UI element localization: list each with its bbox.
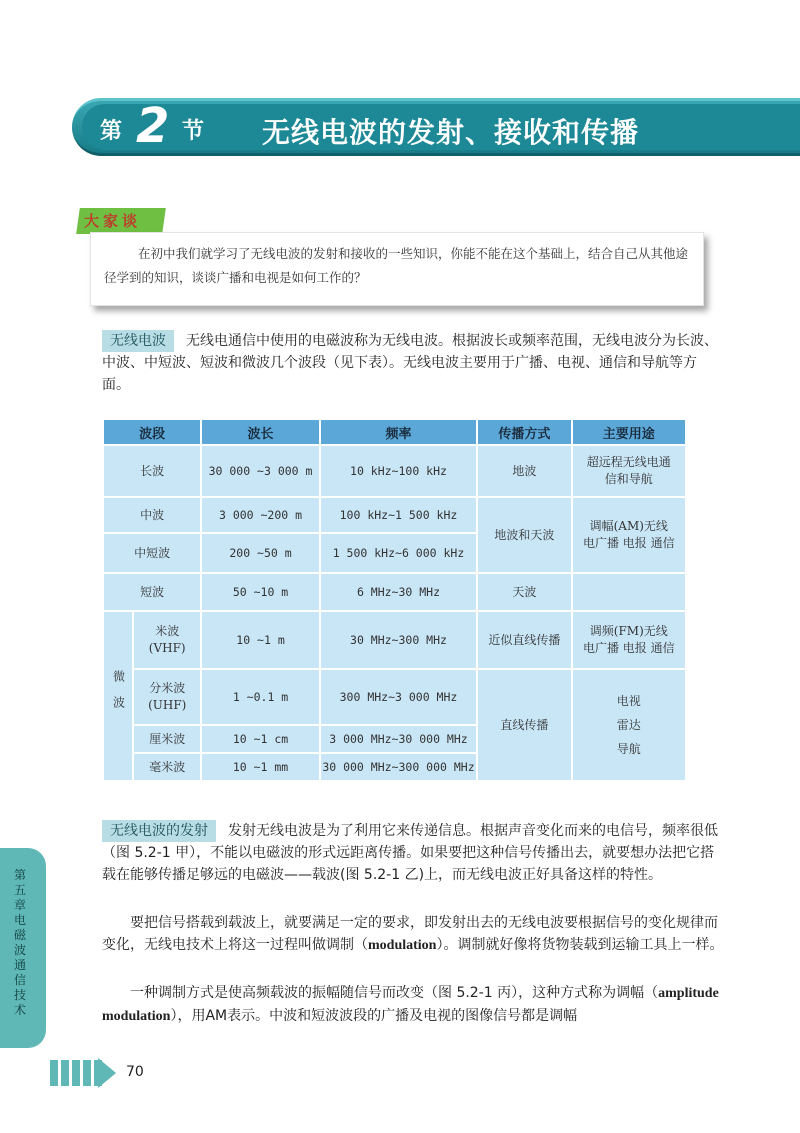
cell-frequency: 30 000 MHz~300 000 MHz bbox=[320, 753, 478, 781]
table-row bbox=[103, 611, 686, 669]
cell-use-line: 调幅(AM)无线 bbox=[589, 519, 668, 533]
cell-band bbox=[133, 611, 201, 669]
cell-use-line: 信和导航 bbox=[604, 472, 653, 486]
emission-paragraph bbox=[102, 820, 724, 886]
cell-wavelength: 200 ~50 m bbox=[201, 533, 319, 573]
cell-use-line: 电广播 电报 通信 bbox=[582, 641, 675, 655]
table-header-row bbox=[103, 419, 686, 445]
am-paragraph bbox=[102, 982, 724, 1028]
cell-use-line: 导航 bbox=[616, 742, 641, 756]
header-wavelength: 波长 bbox=[201, 419, 319, 445]
section-number: 2 bbox=[136, 98, 170, 154]
cell-wavelength: 10 ~1 m bbox=[201, 611, 319, 669]
cell-propagation: 直线传播 bbox=[477, 669, 571, 781]
page-number: 70 bbox=[126, 1064, 144, 1080]
cell-use bbox=[572, 445, 686, 497]
cell-band: 长波 bbox=[103, 445, 201, 497]
cell-band: 短波 bbox=[103, 573, 201, 611]
cell-frequency: 6 MHz~30 MHz bbox=[320, 573, 478, 611]
cell-wavelength: 10 ~1 cm bbox=[201, 725, 319, 753]
cell-band: 厘米波 bbox=[133, 725, 201, 753]
cell-propagation: 近似直线传播 bbox=[477, 611, 571, 669]
cell-propagation: 地波 bbox=[477, 445, 571, 497]
discuss-label: 大家谈 bbox=[84, 212, 142, 230]
header-frequency: 频率 bbox=[320, 419, 478, 445]
header-band: 波段 bbox=[103, 419, 201, 445]
cell-microwave-group: 微波 bbox=[103, 611, 133, 781]
cell-propagation: 天波 bbox=[477, 573, 571, 611]
cell-use-line: 电广播 电报 通信 bbox=[582, 536, 675, 550]
am-text-a: 一种调制方式是使高频载波的振幅随信号而改变（图 5.2-1 丙），这种方式称为调幅（ bbox=[130, 985, 659, 1001]
section-title: 无线电波的发射、接收和传播 bbox=[262, 116, 640, 149]
cell-wavelength: 50 ~10 m bbox=[201, 573, 319, 611]
cell-use-line: 调频(FM)无线 bbox=[589, 624, 668, 638]
cell-use bbox=[572, 669, 686, 781]
am-text-b: ），用AM表示。中波和短波波段的广播及电视的图像信号都是调幅 bbox=[170, 1008, 578, 1024]
chapter-side-text: 第五章 电磁波 通信技术 bbox=[14, 868, 27, 1017]
cell-frequency: 30 MHz~300 MHz bbox=[320, 611, 478, 669]
modulation-text-a: 要把信号搭载到载波上，就要满足一定的要求，即发射出去的无线电波要根据信号的变化规律而变化，无线电技术上将这一过程叫做调制（ bbox=[102, 915, 718, 953]
cell-wavelength: 30 000 ~3 000 m bbox=[201, 445, 319, 497]
table-row bbox=[103, 573, 686, 611]
cell-frequency: 300 MHz~3 000 MHz bbox=[320, 669, 478, 725]
cell-use bbox=[572, 497, 686, 573]
cell-wavelength: 10 ~1 mm bbox=[201, 753, 319, 781]
cell-band-line: (VHF) bbox=[148, 641, 186, 655]
table-row bbox=[103, 669, 686, 725]
table-row bbox=[103, 497, 686, 533]
table-row bbox=[103, 445, 686, 497]
modulation-text-b: ）。调制就好像将货物装载到运输工具上一样。 bbox=[436, 937, 724, 953]
radio-band-table bbox=[102, 418, 687, 782]
cell-band: 中短波 bbox=[103, 533, 201, 573]
cell-frequency: 10 kHz~100 kHz bbox=[320, 445, 478, 497]
modulation-paragraph bbox=[102, 912, 724, 957]
cell-use-line: 电视 bbox=[616, 694, 641, 708]
cell-band: 毫米波 bbox=[133, 753, 201, 781]
emission-text: 发射无线电波是为了利用它来传递信息。根据声音变化而来的电信号，频率很低（图 5.2-1 甲），不能以电磁波的形式远距离传播。如果要把这种信号传播出去，就要想办法把它搭载在能够传播足够远的电磁波——载波(图 5.2-1 乙)上，而无线电波正好具备这样的特性。 bbox=[102, 823, 718, 883]
cell-frequency: 3 000 MHz~30 000 MHz bbox=[320, 725, 478, 753]
discuss-text: 在初中我们就学习了无线电波的发射和接收的一些知识，你能不能在这个基础上，结合自己从其他途径学到的知识，谈谈广播和电视是如何工作的？ bbox=[104, 246, 689, 285]
cell-band: 中波 bbox=[103, 497, 201, 533]
am-term: amplitude modulation bbox=[102, 986, 719, 1024]
cell-band-line: (UHF) bbox=[148, 698, 187, 712]
intro-paragraph bbox=[102, 330, 722, 396]
keyword-tag-radio-wave: 无线电波 bbox=[102, 330, 174, 352]
cell-frequency: 1 500 kHz~6 000 kHz bbox=[320, 533, 478, 573]
cell-wavelength: 1 ~0.1 m bbox=[201, 669, 319, 725]
cell-use-empty bbox=[572, 573, 686, 611]
cell-use bbox=[572, 611, 686, 669]
footer-arrow-icon bbox=[98, 1058, 116, 1088]
section-label-after: 节 bbox=[182, 119, 205, 144]
intro-text: 无线电通信中使用的电磁波称为无线电波。根据波长或频率范围，无线电波分为长波、中波、中短波、短波和微波几个波段（见下表）。无线电波主要用于广播、电视、通信和导航等方面。 bbox=[102, 333, 718, 393]
modulation-term: modulation bbox=[368, 938, 437, 953]
cell-wavelength: 3 000 ~200 m bbox=[201, 497, 319, 533]
cell-propagation: 地波和天波 bbox=[477, 497, 571, 573]
cell-band bbox=[133, 669, 201, 725]
cell-band-line: 米波 bbox=[155, 624, 180, 638]
section-label-before: 第 bbox=[100, 119, 123, 144]
header-propagation: 传播方式 bbox=[477, 419, 571, 445]
keyword-tag-emission: 无线电波的发射 bbox=[102, 820, 216, 842]
header-use: 主要用途 bbox=[572, 419, 686, 445]
cell-use-line: 雷达 bbox=[616, 718, 641, 732]
cell-band-line: 分米波 bbox=[149, 681, 186, 695]
footer-stripes bbox=[50, 1060, 102, 1086]
cell-use-line: 超远程无线电通 bbox=[586, 455, 671, 469]
cell-frequency: 100 kHz~1 500 kHz bbox=[320, 497, 478, 533]
